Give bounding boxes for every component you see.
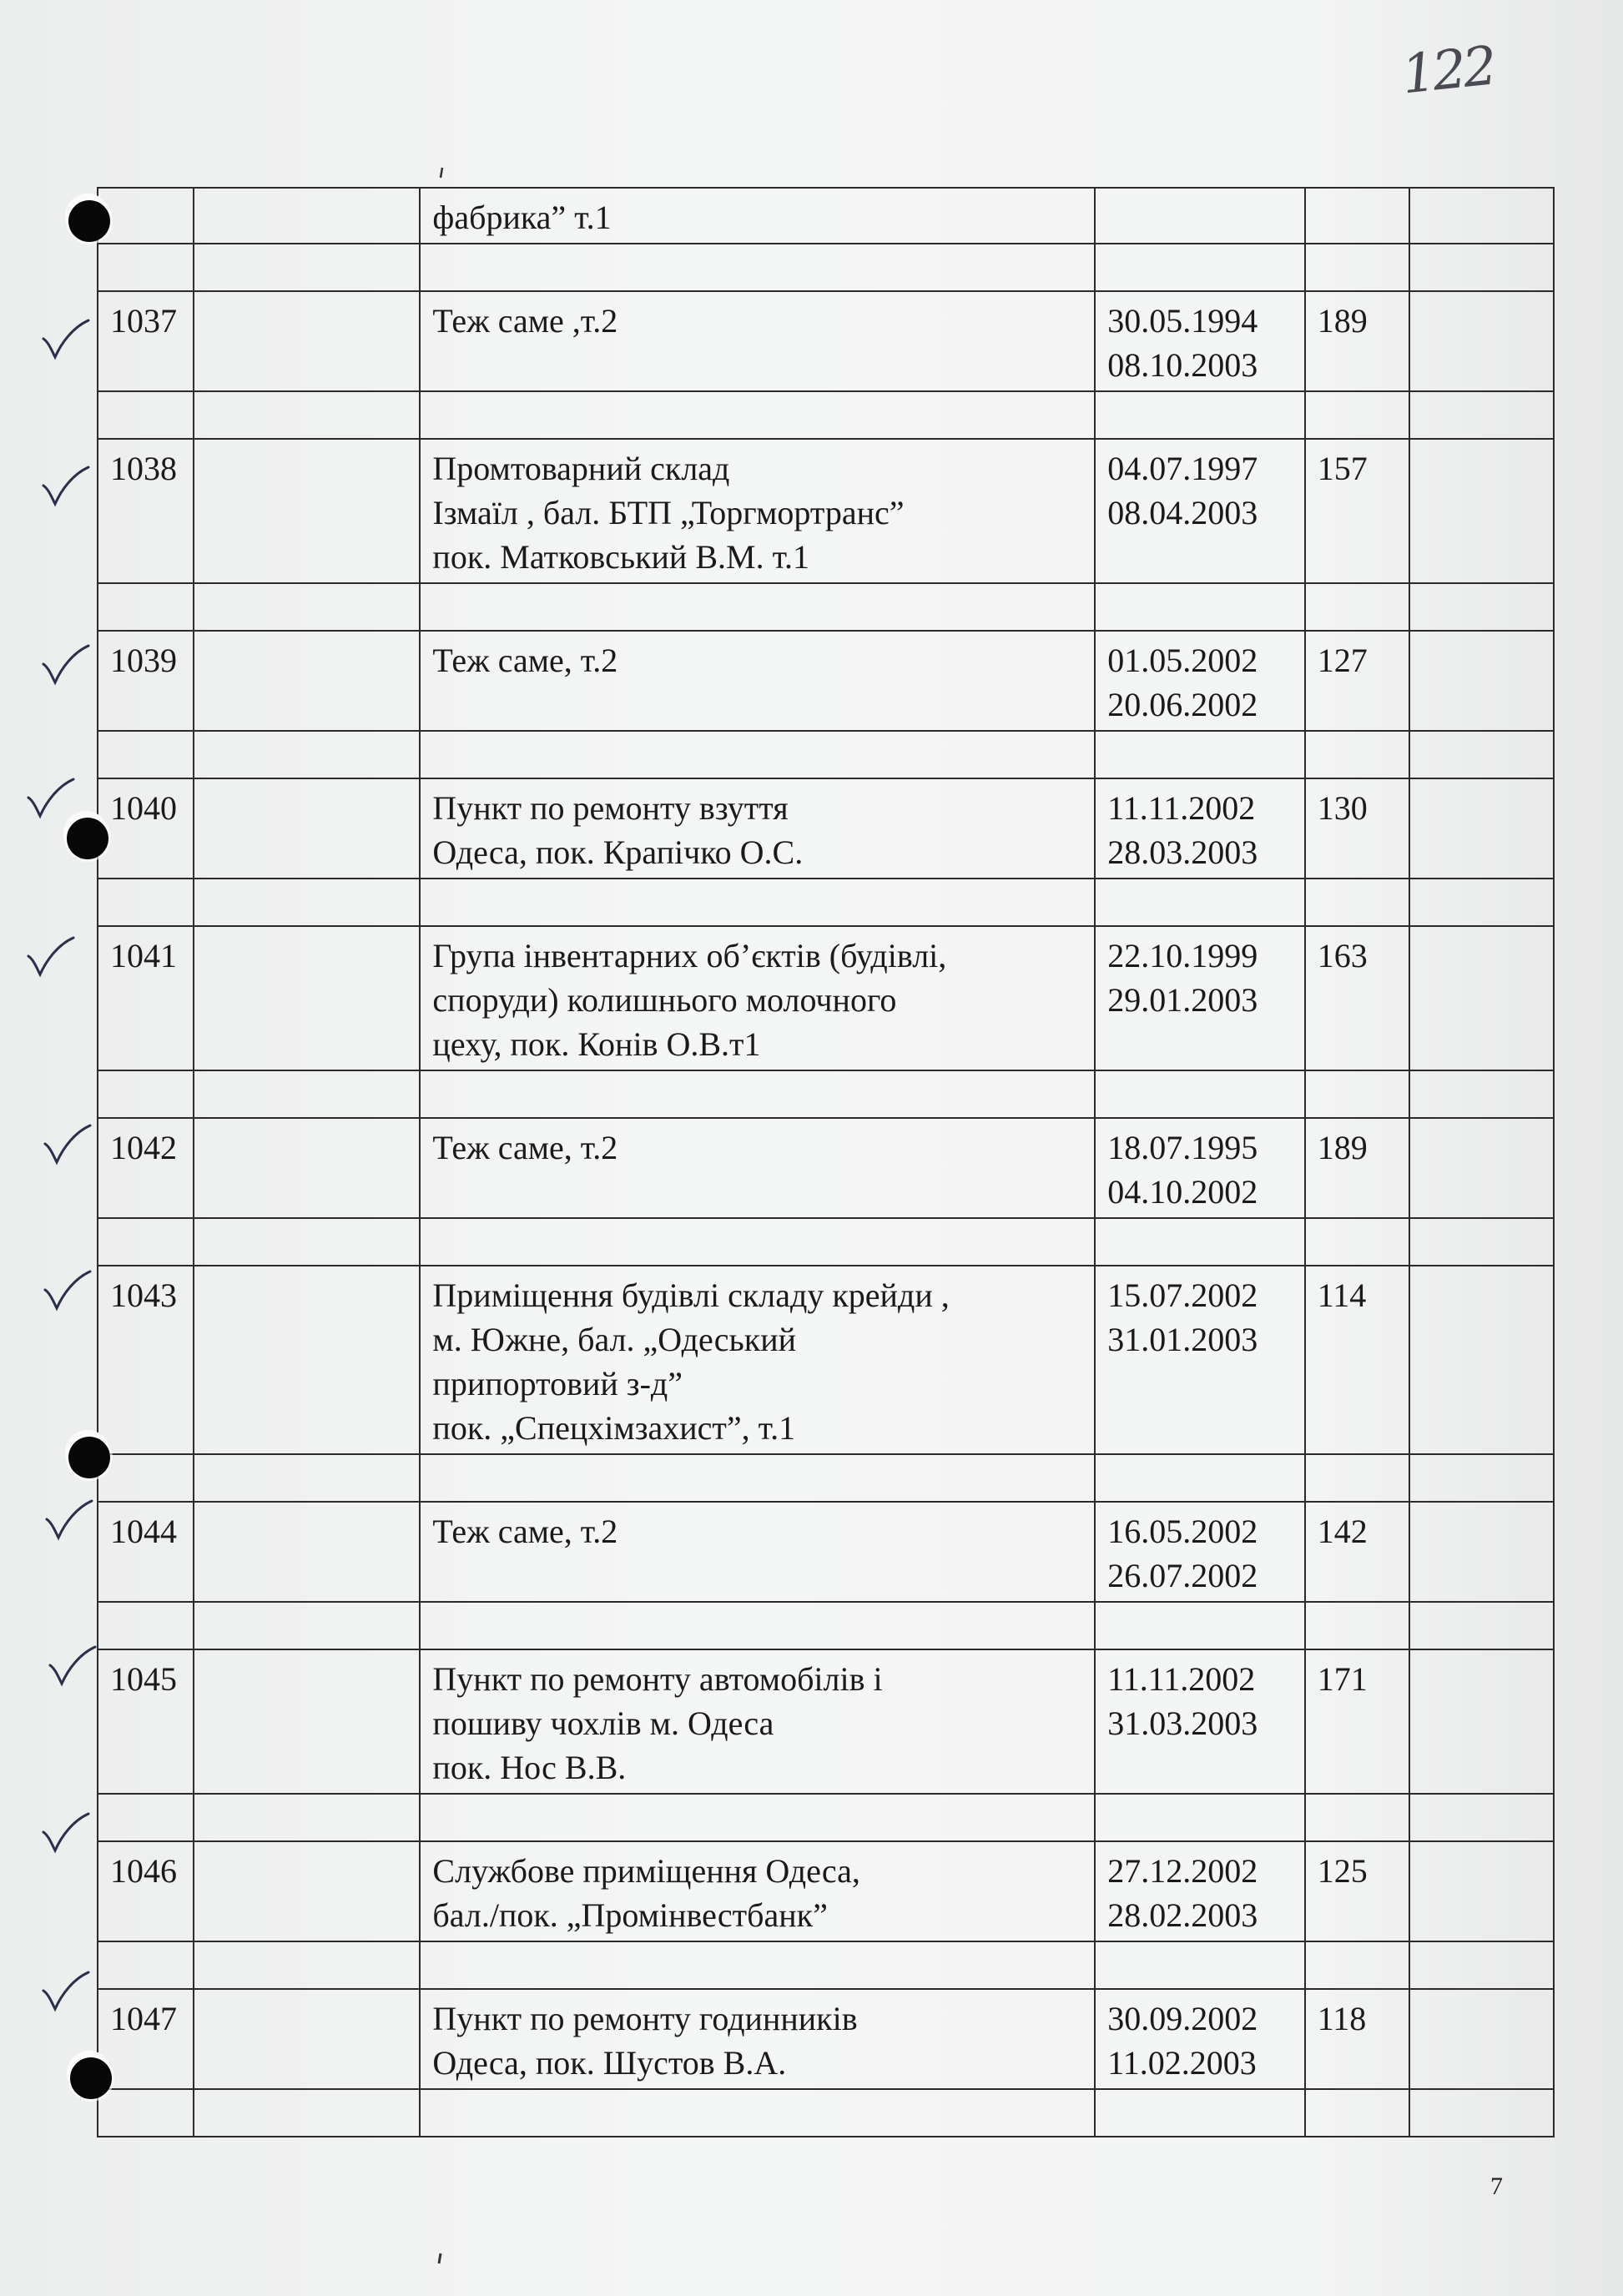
record-dates-cell: 27.12.2002 28.02.2003 — [1095, 1841, 1304, 1941]
spacer-row — [98, 2089, 1554, 2137]
empty-cell — [1095, 731, 1304, 778]
table-row — [98, 778, 1554, 879]
record-dates-cell: 22.10.1999 29.01.2003 — [1095, 926, 1304, 1070]
empty-cell — [420, 244, 1095, 291]
spacer-row — [98, 391, 1554, 439]
empty-cell — [194, 1794, 420, 1841]
check-icon — [40, 1810, 90, 1854]
empty-cell — [420, 583, 1095, 631]
empty-cell — [194, 291, 420, 391]
empty-cell — [98, 1602, 194, 1649]
empty-cell — [1305, 391, 1409, 439]
record-title-cell: Пункт по ремонту взуття Одеса, пок. Крапічко О.С. — [420, 778, 1095, 879]
empty-cell — [420, 1218, 1095, 1266]
spacer-row — [98, 731, 1554, 778]
record-number-cell: 1038 — [98, 439, 194, 583]
empty-cell — [194, 1266, 420, 1454]
empty-cell — [1305, 1454, 1409, 1502]
page-number: 7 — [1490, 2173, 1503, 2200]
check-icon — [40, 317, 90, 360]
empty-cell — [194, 1118, 420, 1218]
empty-cell — [194, 391, 420, 439]
punch-hole-icon — [67, 818, 108, 859]
table-row — [98, 1841, 1554, 1941]
record-dates-cell: 01.05.2002 20.06.2002 — [1095, 631, 1304, 731]
record-pages-cell — [1305, 188, 1409, 244]
record-title-cell: фабрика” т.1 — [420, 188, 1095, 244]
empty-cell — [420, 1070, 1095, 1118]
check-icon — [40, 642, 90, 686]
record-pages-cell: 189 — [1305, 1118, 1409, 1218]
record-title-cell: Теж саме ,т.2 — [420, 291, 1095, 391]
empty-cell — [1409, 244, 1554, 291]
record-number-cell: 1043 — [98, 1266, 194, 1454]
empty-cell — [98, 1794, 194, 1841]
record-title-cell: Промтоварний склад Ізмаїл , бал. БТП „Торгмортранс” пок. Матковський В.М. т.1 — [420, 439, 1095, 583]
empty-cell — [98, 391, 194, 439]
empty-cell — [1095, 2089, 1304, 2137]
empty-cell — [1409, 391, 1554, 439]
empty-cell — [1095, 1218, 1304, 1266]
empty-cell — [194, 188, 420, 244]
table-row — [98, 631, 1554, 731]
empty-cell — [98, 731, 194, 778]
empty-cell — [194, 731, 420, 778]
record-pages-cell: 163 — [1305, 926, 1409, 1070]
empty-cell — [98, 1218, 194, 1266]
empty-cell — [98, 1941, 194, 1989]
empty-cell — [98, 1454, 194, 1502]
record-number-cell: 1042 — [98, 1118, 194, 1218]
empty-cell — [1305, 1794, 1409, 1841]
empty-cell — [1095, 1941, 1304, 1989]
record-number-cell: 1037 — [98, 291, 194, 391]
record-title-cell: Приміщення будівлі складу крейди , м. Южне, бал. „Одеський припортовий з-д” пок. „Спецхімзахист”, т.1 — [420, 1266, 1095, 1454]
empty-cell — [1305, 2089, 1409, 2137]
record-title-cell: Група інвентарних об’єктів (будівлі, споруди) колишнього молочного цеху, пок. Конів О.В.т1 — [420, 926, 1095, 1070]
empty-cell — [420, 391, 1095, 439]
empty-cell — [1409, 583, 1554, 631]
record-pages-cell: 142 — [1305, 1502, 1409, 1602]
empty-cell — [1305, 1218, 1409, 1266]
record-title-cell: Теж саме, т.2 — [420, 1118, 1095, 1218]
check-icon — [25, 776, 75, 819]
stray-mark — [437, 2253, 442, 2264]
empty-cell — [1095, 1070, 1304, 1118]
record-dates-cell: 04.07.1997 08.04.2003 — [1095, 439, 1304, 583]
check-icon — [42, 1268, 92, 1312]
note-cell — [1409, 1989, 1554, 2089]
record-number-cell: 1044 — [98, 1502, 194, 1602]
record-dates-cell: 11.11.2002 31.03.2003 — [1095, 1649, 1304, 1794]
note-cell — [1409, 1118, 1554, 1218]
note-cell — [1409, 439, 1554, 583]
record-pages-cell: 157 — [1305, 439, 1409, 583]
spacer-row — [98, 1602, 1554, 1649]
register-body — [98, 188, 1554, 2137]
note-cell — [1409, 926, 1554, 1070]
punch-hole-icon — [68, 1437, 110, 1478]
empty-cell — [98, 2089, 194, 2137]
empty-cell — [194, 1649, 420, 1794]
empty-cell — [1305, 1070, 1409, 1118]
empty-cell — [1409, 1941, 1554, 1989]
empty-cell — [194, 439, 420, 583]
empty-cell — [1409, 1070, 1554, 1118]
record-dates-cell: 16.05.2002 26.07.2002 — [1095, 1502, 1304, 1602]
spacer-row — [98, 1070, 1554, 1118]
check-icon — [40, 1969, 90, 2012]
empty-cell — [1409, 1454, 1554, 1502]
empty-cell — [98, 583, 194, 631]
empty-cell — [1095, 1602, 1304, 1649]
spacer-row — [98, 1218, 1554, 1266]
empty-cell — [98, 879, 194, 926]
record-number-cell — [98, 188, 194, 244]
note-cell — [1409, 1502, 1554, 1602]
empty-cell — [1305, 879, 1409, 926]
note-cell — [1409, 778, 1554, 879]
empty-cell — [1409, 731, 1554, 778]
empty-cell — [420, 1941, 1095, 1989]
record-pages-cell: 171 — [1305, 1649, 1409, 1794]
note-cell — [1409, 188, 1554, 244]
empty-cell — [1095, 1794, 1304, 1841]
note-cell — [1409, 631, 1554, 731]
empty-cell — [420, 731, 1095, 778]
record-number-cell: 1041 — [98, 926, 194, 1070]
table-row — [98, 1502, 1554, 1602]
spacer-row — [98, 1941, 1554, 1989]
record-dates-cell: 11.11.2002 28.03.2003 — [1095, 778, 1304, 879]
empty-cell — [1305, 731, 1409, 778]
spacer-row — [98, 244, 1554, 291]
empty-cell — [420, 1794, 1095, 1841]
empty-cell — [194, 2089, 420, 2137]
empty-cell — [420, 1454, 1095, 1502]
record-title-cell: Теж саме, т.2 — [420, 1502, 1095, 1602]
empty-cell — [98, 244, 194, 291]
record-dates-cell: 18.07.1995 04.10.2002 — [1095, 1118, 1304, 1218]
empty-cell — [420, 879, 1095, 926]
record-title-cell: Службове приміщення Одеса, бал./пок. „Промінвестбанк” — [420, 1841, 1095, 1941]
record-pages-cell: 114 — [1305, 1266, 1409, 1454]
empty-cell — [1095, 879, 1304, 926]
stray-mark — [439, 167, 444, 179]
spacer-row — [98, 1454, 1554, 1502]
empty-cell — [194, 1841, 420, 1941]
empty-cell — [194, 1602, 420, 1649]
check-icon — [42, 1122, 92, 1166]
handwritten-folio-number: 122 — [1399, 35, 1497, 107]
record-number-cell: 1039 — [98, 631, 194, 731]
register-table — [97, 187, 1555, 2137]
empty-cell — [420, 1602, 1095, 1649]
record-pages-cell: 130 — [1305, 778, 1409, 879]
record-dates-cell: 30.09.2002 11.02.2003 — [1095, 1989, 1304, 2089]
record-number-cell: 1045 — [98, 1649, 194, 1794]
note-cell — [1409, 291, 1554, 391]
empty-cell — [1409, 1218, 1554, 1266]
empty-cell — [1305, 244, 1409, 291]
table-row — [98, 1649, 1554, 1794]
empty-cell — [194, 244, 420, 291]
check-icon — [25, 934, 75, 978]
empty-cell — [420, 2089, 1095, 2137]
empty-cell — [1409, 1602, 1554, 1649]
table-row — [98, 1266, 1554, 1454]
table-row — [98, 439, 1554, 583]
spacer-row — [98, 1794, 1554, 1841]
empty-cell — [194, 1989, 420, 2089]
note-cell — [1409, 1649, 1554, 1794]
empty-cell — [1095, 244, 1304, 291]
check-icon — [40, 464, 90, 507]
check-icon — [47, 1644, 97, 1687]
spacer-row — [98, 879, 1554, 926]
record-dates-cell: 30.05.1994 08.10.2003 — [1095, 291, 1304, 391]
empty-cell — [194, 1218, 420, 1266]
empty-cell — [194, 583, 420, 631]
punch-hole-icon — [70, 2057, 112, 2099]
empty-cell — [194, 1941, 420, 1989]
empty-cell — [1409, 1794, 1554, 1841]
empty-cell — [194, 631, 420, 731]
table-row — [98, 1118, 1554, 1218]
note-cell — [1409, 1266, 1554, 1454]
record-dates-cell — [1095, 188, 1304, 244]
empty-cell — [1305, 583, 1409, 631]
record-pages-cell: 118 — [1305, 1989, 1409, 2089]
table-row — [98, 291, 1554, 391]
empty-cell — [1305, 1941, 1409, 1989]
record-dates-cell: 15.07.2002 31.01.2003 — [1095, 1266, 1304, 1454]
table-row — [98, 926, 1554, 1070]
note-cell — [1409, 1841, 1554, 1941]
empty-cell — [194, 926, 420, 1070]
empty-cell — [1095, 391, 1304, 439]
table-row — [98, 1989, 1554, 2089]
record-number-cell: 1046 — [98, 1841, 194, 1941]
punch-hole-icon — [68, 200, 110, 242]
record-pages-cell: 125 — [1305, 1841, 1409, 1941]
empty-cell — [194, 1070, 420, 1118]
empty-cell — [98, 1070, 194, 1118]
table-row — [98, 188, 1554, 244]
spacer-row — [98, 583, 1554, 631]
empty-cell — [194, 879, 420, 926]
empty-cell — [194, 1454, 420, 1502]
check-icon — [43, 1498, 93, 1541]
record-title-cell: Пункт по ремонту годинників Одеса, пок. Шустов В.А. — [420, 1989, 1095, 2089]
empty-cell — [194, 1502, 420, 1602]
empty-cell — [194, 778, 420, 879]
empty-cell — [1305, 1602, 1409, 1649]
record-title-cell: Теж саме, т.2 — [420, 631, 1095, 731]
record-title-cell: Пункт по ремонту автомобілів і пошиву чохлів м. Одеса пок. Нос В.В. — [420, 1649, 1095, 1794]
empty-cell — [1409, 2089, 1554, 2137]
record-number-cell: 1047 — [98, 1989, 194, 2089]
empty-cell — [1095, 583, 1304, 631]
empty-cell — [1409, 879, 1554, 926]
empty-cell — [1095, 1454, 1304, 1502]
record-pages-cell: 189 — [1305, 291, 1409, 391]
record-pages-cell: 127 — [1305, 631, 1409, 731]
record-number-cell: 1040 — [98, 778, 194, 879]
